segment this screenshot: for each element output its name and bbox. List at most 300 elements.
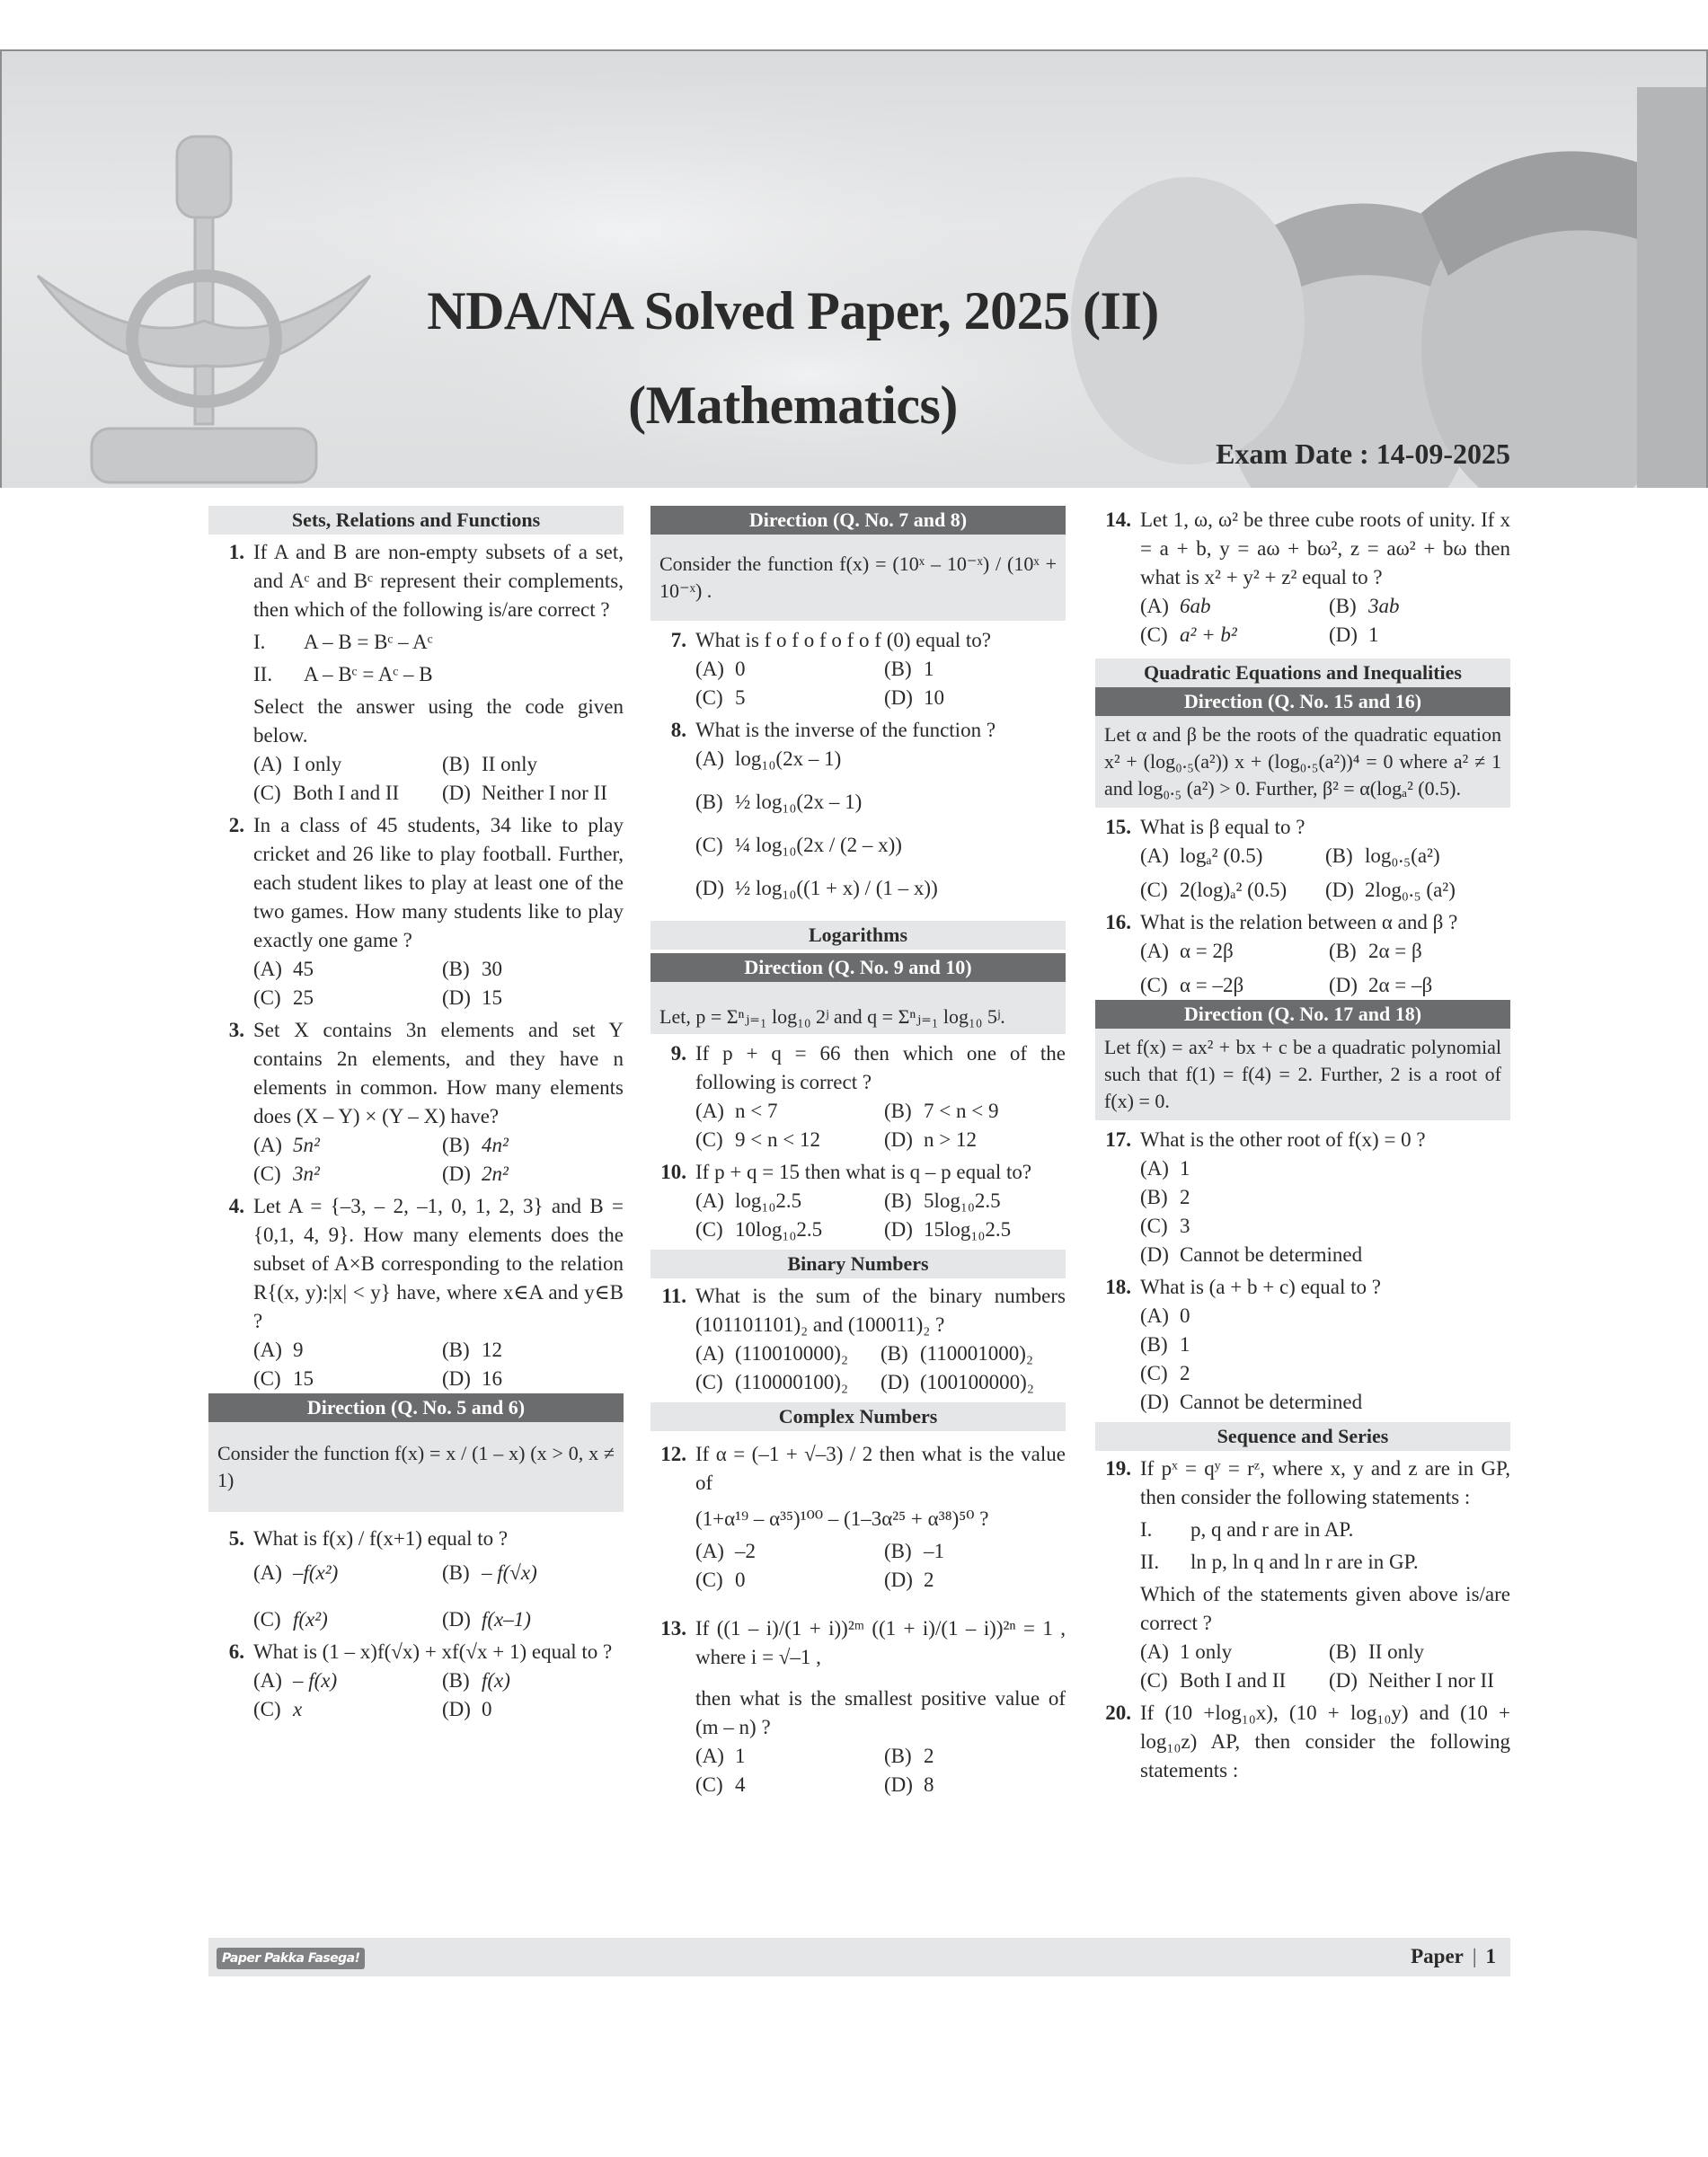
- options: [695, 1097, 1066, 1154]
- option-label: (C): [1140, 974, 1168, 996]
- option-text: 5: [735, 686, 746, 709]
- option-a[interactable]: [1140, 592, 1322, 621]
- option-label: (D): [884, 1569, 913, 1591]
- option-c[interactable]: [695, 1216, 877, 1244]
- question-number: 3.: [228, 1019, 244, 1041]
- option-text: II only: [1368, 1640, 1424, 1663]
- statement: [1140, 1516, 1510, 1544]
- instruction-text: Which of the statements given above is/are correct ?: [1140, 1583, 1510, 1634]
- question-text: What is the sum of the binary numbers (101101101)₂ and (100011)₂ ?: [695, 1285, 1066, 1336]
- option-label: (C): [695, 1128, 723, 1151]
- option-a[interactable]: [253, 1336, 435, 1365]
- direction-body-7-8: Consider the function f(x) = (10ˣ – 10⁻ˣ) / (10ˣ + 10⁻ˣ) .: [650, 535, 1066, 621]
- option-d[interactable]: [442, 779, 624, 808]
- option-b[interactable]: [442, 1336, 624, 1365]
- options: [253, 1559, 624, 1634]
- direction-heading-9-10: Direction (Q. No. 9 and 10): [650, 953, 1066, 982]
- option-a[interactable]: [1140, 1638, 1322, 1666]
- option-label: (B): [442, 1561, 470, 1584]
- question-15: [1095, 813, 1510, 905]
- option-text: (110001000)₂: [920, 1342, 1033, 1365]
- question-text: What is the other root of f(x) = 0 ?: [1140, 1128, 1426, 1151]
- option-label: (A): [695, 1189, 724, 1212]
- option-label: (D): [442, 1608, 471, 1631]
- option-label: (D): [1329, 623, 1358, 646]
- option-label: (B): [442, 958, 470, 980]
- question-number: 4.: [228, 1195, 244, 1217]
- question-11: [650, 1282, 1066, 1397]
- question-7: [650, 626, 1066, 712]
- option-label: (A): [695, 658, 724, 680]
- question-number: 2.: [228, 814, 244, 836]
- section-heading-sequence: Sequence and Series: [1095, 1422, 1510, 1451]
- option-label: (D): [442, 1367, 471, 1390]
- option-label: (A): [253, 753, 282, 775]
- option-label: (B): [1325, 844, 1353, 867]
- statement: [253, 660, 624, 689]
- option-d[interactable]: [442, 1160, 624, 1189]
- options: [253, 750, 624, 808]
- option-label: (D): [1329, 974, 1358, 996]
- question-number: 20.: [1105, 1702, 1131, 1724]
- option-label: (B): [442, 753, 470, 775]
- option-label: (D): [1140, 1391, 1169, 1413]
- question-number: 16.: [1105, 911, 1131, 933]
- question-6: [208, 1638, 624, 1724]
- question-text: If pˣ = qʸ = rᶻ, where x, y and z are in GP, then consider the following statements :: [1140, 1457, 1510, 1508]
- statement-text: A – B = Bᶜ – Aᶜ: [304, 631, 433, 653]
- options: [695, 1537, 1066, 1595]
- option-c[interactable]: [1140, 621, 1322, 650]
- option-text: 45: [293, 958, 314, 980]
- option-text: logₐ² (0.5): [1180, 844, 1263, 867]
- section-heading-complex: Complex Numbers: [650, 1402, 1066, 1431]
- question-14: [1095, 506, 1510, 650]
- option-c[interactable]: [695, 1566, 877, 1595]
- option-label: (D): [881, 1371, 909, 1393]
- option-c[interactable]: [253, 1605, 435, 1634]
- question-3: [208, 1016, 624, 1189]
- option-text: 4: [735, 1773, 746, 1796]
- option-text: 2(log)ₐ² (0.5): [1180, 879, 1288, 901]
- question-text-continued: then what is the smallest positive value of (m – n) ?: [695, 1687, 1066, 1738]
- option-label: (D): [884, 686, 913, 709]
- option-label: (B): [1140, 1333, 1168, 1356]
- option-label: (D): [884, 1128, 913, 1151]
- question-number: 19.: [1105, 1457, 1131, 1480]
- question-17: [1095, 1126, 1510, 1269]
- option-text: α = –2β: [1180, 974, 1244, 996]
- question-text: What is f(x) / f(x+1) equal to ?: [253, 1527, 509, 1550]
- question-12: [650, 1440, 1066, 1595]
- option-text: 0: [1180, 1304, 1190, 1327]
- option-d[interactable]: [442, 1695, 624, 1724]
- column-1: [208, 506, 624, 1724]
- option-text: 10: [924, 686, 944, 709]
- option-a[interactable]: [1140, 1154, 1510, 1183]
- option-label: (A): [695, 747, 724, 770]
- direction-heading-17-18: Direction (Q. No. 17 and 18): [1095, 1000, 1510, 1029]
- option-b[interactable]: [881, 1339, 1066, 1368]
- question-8: [650, 716, 1066, 903]
- options: [1140, 1302, 1510, 1417]
- option-b[interactable]: [1329, 937, 1510, 966]
- option-text: log₁₀2.5: [735, 1189, 802, 1212]
- option-d[interactable]: [442, 1605, 624, 1634]
- option-label: (A): [253, 1669, 282, 1692]
- option-text: 2: [1180, 1186, 1190, 1208]
- question-text: What is the relation between α and β ?: [1140, 911, 1458, 933]
- option-text: (110000100)₂: [735, 1371, 848, 1393]
- option-label: (B): [881, 1342, 908, 1365]
- question-number: 1.: [228, 541, 244, 563]
- option-b[interactable]: [1325, 842, 1510, 871]
- option-text: 15: [293, 1367, 314, 1390]
- option-label: (C): [695, 1371, 723, 1393]
- direction-heading-5-6: Direction (Q. No. 5 and 6): [208, 1393, 624, 1422]
- question-9: [650, 1039, 1066, 1154]
- option-text: 9 < n < 12: [735, 1128, 820, 1151]
- option-b[interactable]: [442, 1559, 624, 1587]
- option-label: (C): [253, 1162, 281, 1185]
- option-d[interactable]: [1329, 621, 1510, 650]
- statement-number: I.: [1140, 1518, 1153, 1541]
- option-label: (D): [442, 986, 471, 1009]
- option-text: 7 < n < 9: [924, 1100, 999, 1122]
- option-text: n > 12: [924, 1128, 977, 1151]
- option-d[interactable]: [1325, 876, 1510, 905]
- option-d[interactable]: [884, 1566, 1066, 1595]
- options: [253, 1336, 624, 1393]
- option-c[interactable]: [253, 984, 435, 1012]
- option-text: ¼ log₁₀(2x / (2 – x)): [735, 834, 902, 856]
- option-d[interactable]: [1329, 971, 1510, 1000]
- option-text: 3: [1180, 1215, 1190, 1237]
- option-label: (A): [253, 1339, 282, 1361]
- page-indicator: [1411, 1941, 1496, 1972]
- option-b[interactable]: [1329, 1638, 1510, 1666]
- question-19: [1095, 1454, 1510, 1695]
- option-c[interactable]: [253, 1365, 435, 1393]
- direction-body-15-16: Let α and β be the roots of the quadratic equation x² + (log₀.₅(a²)) x + (log₀.₅(a²))⁴ = 0 where a² ≠ 1 and log₀.₅ (a²) > 0. Further, β² = α(logₐ² (0.5).: [1095, 716, 1510, 808]
- question-text: What is β equal to ?: [1140, 816, 1305, 838]
- question-text: Set X contains 3n elements and set Y contains 2n elements, and they have n elements in common. How many elements does (X – Y) × (Y – X) have?: [253, 1019, 624, 1127]
- option-text: 0: [735, 1569, 746, 1591]
- option-label: (B): [1329, 940, 1357, 962]
- statement: [1140, 1548, 1510, 1577]
- options: [695, 655, 1066, 712]
- section-heading-sets: Sets, Relations and Functions: [208, 506, 624, 535]
- option-text: 9: [293, 1339, 304, 1361]
- page-label: Paper: [1411, 1945, 1464, 1967]
- question-number: 10.: [660, 1161, 686, 1183]
- question-number: 18.: [1105, 1276, 1131, 1298]
- question-text: What is f o f o f o f o f (0) equal to?: [695, 629, 991, 651]
- option-a[interactable]: [253, 955, 435, 984]
- option-label: (D): [442, 1698, 471, 1720]
- option-a[interactable]: [695, 1742, 877, 1771]
- question-number: 12.: [660, 1443, 686, 1465]
- option-a[interactable]: [695, 1187, 877, 1216]
- option-b[interactable]: [884, 1187, 1066, 1216]
- option-label: (A): [253, 1134, 282, 1156]
- option-label: (C): [1140, 1362, 1168, 1384]
- option-text: 2log₀.₅ (a²): [1365, 879, 1456, 901]
- option-d[interactable]: [1329, 1666, 1510, 1695]
- option-c[interactable]: [695, 831, 1066, 860]
- option-a[interactable]: [695, 1097, 877, 1126]
- section-heading-quadratic: Quadratic Equations and Inequalities: [1095, 659, 1510, 687]
- question-text: What is (a + b + c) equal to ?: [1140, 1276, 1381, 1298]
- option-label: (B): [442, 1134, 470, 1156]
- option-text: x: [293, 1698, 303, 1720]
- option-a[interactable]: [253, 1666, 435, 1695]
- direction-body-5-6: Consider the function f(x) = x / (1 – x) (x > 0, x ≠ 1): [208, 1422, 624, 1512]
- options: [253, 1131, 624, 1189]
- option-text: f(x–1): [482, 1608, 531, 1631]
- option-label: (C): [695, 686, 723, 709]
- option-a[interactable]: [253, 1559, 435, 1587]
- option-label: (B): [695, 791, 723, 813]
- option-text: – f(√x): [482, 1561, 537, 1584]
- option-b[interactable]: [442, 1131, 624, 1160]
- option-text: 3ab: [1368, 595, 1400, 617]
- option-label: (C): [253, 782, 281, 804]
- question-text: Let A = {–3, – 2, –1, 0, 1, 2, 3} and B = {0,1, 4, 9}. How many elements does the subset of A×B corresponding to the relation R{(x, y):|x| < y} have, where x∈A and y∈B ?: [253, 1195, 624, 1332]
- option-d[interactable]: [881, 1368, 1066, 1397]
- statement-text: p, q and r are in AP.: [1190, 1518, 1354, 1541]
- question-16: [1095, 908, 1510, 1000]
- paper-title: NDA/NA Solved Paper, 2025 (II): [427, 281, 1159, 340]
- option-c[interactable]: [695, 1126, 877, 1154]
- options: [1140, 1154, 1510, 1269]
- option-text: 2α = –β: [1368, 974, 1433, 996]
- option-text: 2n²: [482, 1162, 509, 1185]
- option-label: (C): [695, 1569, 723, 1591]
- question-number: 8.: [670, 719, 686, 741]
- option-text: 1: [1180, 1333, 1190, 1356]
- option-d[interactable]: [1140, 1241, 1510, 1269]
- exam-date: Exam Date : 14-09-2025: [1216, 438, 1510, 470]
- option-b[interactable]: [884, 1537, 1066, 1566]
- option-label: (C): [695, 1218, 723, 1241]
- option-a[interactable]: [1140, 842, 1325, 871]
- brand-logo: Paper Pakka Fasega!: [217, 1948, 365, 1969]
- option-label: (D): [442, 1162, 471, 1185]
- section-heading-binary: Binary Numbers: [650, 1250, 1066, 1278]
- option-c[interactable]: [695, 1368, 881, 1397]
- option-label: (A): [1140, 1304, 1169, 1327]
- options: [695, 1187, 1066, 1244]
- option-text: log₀.₅(a²): [1365, 844, 1440, 867]
- option-label: (A): [695, 1745, 724, 1767]
- option-label: (B): [1140, 1186, 1168, 1208]
- option-b[interactable]: [1140, 1183, 1510, 1212]
- option-c[interactable]: [1140, 876, 1325, 905]
- option-label: (D): [1329, 1669, 1358, 1692]
- option-b[interactable]: [442, 750, 624, 779]
- statement-number: II.: [1140, 1551, 1160, 1573]
- direction-heading-7-8: Direction (Q. No. 7 and 8): [650, 506, 1066, 535]
- option-d[interactable]: [442, 984, 624, 1012]
- option-label: (A): [695, 1540, 724, 1562]
- option-a[interactable]: [1140, 937, 1322, 966]
- option-text: 30: [482, 958, 502, 980]
- option-label: (C): [253, 986, 281, 1009]
- option-text: Both I and II: [1180, 1669, 1287, 1692]
- option-label: (B): [442, 1339, 470, 1361]
- option-b[interactable]: [884, 1097, 1066, 1126]
- option-b[interactable]: [442, 1666, 624, 1695]
- paper-subject: (Mathematics): [628, 376, 958, 435]
- option-d[interactable]: [1140, 1388, 1510, 1417]
- option-c[interactable]: [253, 1695, 435, 1724]
- option-label: (D): [1325, 879, 1354, 901]
- option-text: f(x): [482, 1669, 510, 1692]
- option-b[interactable]: [442, 955, 624, 984]
- question-1: [208, 538, 624, 808]
- option-c[interactable]: [695, 1771, 877, 1799]
- option-a[interactable]: [253, 1131, 435, 1160]
- option-label: (B): [442, 1669, 470, 1692]
- option-text: α = 2β: [1180, 940, 1234, 962]
- options: [1140, 937, 1510, 1000]
- option-label: (B): [1329, 595, 1357, 617]
- question-number: 7.: [670, 629, 686, 651]
- question-number: 6.: [228, 1640, 244, 1663]
- question-number: 11.: [661, 1285, 686, 1307]
- option-a[interactable]: [695, 1339, 881, 1368]
- statement: [253, 628, 624, 657]
- option-b[interactable]: [884, 1742, 1066, 1771]
- option-text: 1: [735, 1745, 746, 1767]
- question-text: If A and B are non-empty subsets of a set, and Aᶜ and Bᶜ represent their complements, then which of the following is/are correct ?: [253, 541, 624, 621]
- option-text: 2: [924, 1569, 934, 1591]
- question-number: 17.: [1105, 1128, 1131, 1151]
- option-text: 5n²: [293, 1134, 320, 1156]
- question-expression: (1+α¹⁹ – α³⁵)¹⁰⁰ – (1–3α²⁵ + α³⁸)⁵⁰ ?: [695, 1507, 989, 1530]
- option-c[interactable]: [1140, 971, 1322, 1000]
- option-label: (A): [695, 1100, 724, 1122]
- section-heading-logarithms: Logarithms: [650, 921, 1066, 950]
- option-c[interactable]: [1140, 1359, 1510, 1388]
- question-2: [208, 811, 624, 1012]
- question-number: 13.: [660, 1617, 686, 1640]
- option-c[interactable]: [253, 779, 435, 808]
- option-d[interactable]: [695, 874, 1066, 903]
- option-label: (A): [1140, 844, 1169, 867]
- option-c[interactable]: [253, 1160, 435, 1189]
- option-d[interactable]: [884, 1771, 1066, 1799]
- option-a[interactable]: [695, 745, 1066, 774]
- statement-text: ln p, ln q and ln r are in GP.: [1190, 1551, 1419, 1573]
- option-a[interactable]: [253, 750, 435, 779]
- option-b[interactable]: [1329, 592, 1510, 621]
- option-text: a² + b²: [1180, 623, 1237, 646]
- option-text: ½ log₁₀(2x – 1): [735, 791, 863, 813]
- options: [1140, 592, 1510, 650]
- question-number: 14.: [1105, 508, 1131, 531]
- question-text: What is the inverse of the function ?: [695, 719, 996, 741]
- option-label: (B): [884, 1540, 912, 1562]
- option-a[interactable]: [1140, 1302, 1510, 1330]
- option-text: –1: [924, 1540, 944, 1562]
- option-label: (D): [695, 877, 724, 899]
- question-number: 15.: [1105, 816, 1131, 838]
- option-d[interactable]: [884, 1126, 1066, 1154]
- options: [695, 1339, 1066, 1397]
- option-text: Neither I nor II: [482, 782, 607, 804]
- option-text: 1: [1368, 623, 1379, 646]
- option-label: (C): [253, 1608, 281, 1631]
- page-number: 1: [1485, 1945, 1496, 1967]
- option-c[interactable]: [695, 684, 877, 712]
- option-c[interactable]: [1140, 1666, 1322, 1695]
- option-text: 8: [924, 1773, 934, 1796]
- option-d[interactable]: [884, 1216, 1066, 1244]
- direction-body-17-18: Let f(x) = ax² + bx + c be a quadratic polynomial such that f(1) = f(4) = 2. Further, 2 is a root of f(x) = 0.: [1095, 1029, 1510, 1120]
- page-footer: [208, 1938, 1510, 1976]
- option-d[interactable]: [442, 1365, 624, 1393]
- option-a[interactable]: [695, 1537, 877, 1566]
- option-c[interactable]: [1140, 1212, 1510, 1241]
- question-number: 9.: [670, 1042, 686, 1065]
- option-text: n < 7: [735, 1100, 778, 1122]
- option-b[interactable]: [695, 788, 1066, 817]
- question-4: [208, 1192, 624, 1393]
- option-label: (B): [884, 1189, 912, 1212]
- option-label: (A): [253, 958, 282, 980]
- question-13: [650, 1614, 1066, 1799]
- options: [253, 1666, 624, 1724]
- option-label: (C): [1140, 1215, 1168, 1237]
- option-b[interactable]: [884, 655, 1066, 684]
- option-label: (C): [1140, 1669, 1168, 1692]
- option-text: 10log₁₀2.5: [735, 1218, 823, 1241]
- option-label: (A): [253, 1561, 282, 1584]
- option-text: –2: [735, 1540, 756, 1562]
- option-text: II only: [482, 753, 537, 775]
- option-text: 25: [293, 986, 314, 1009]
- option-text: 5log₁₀2.5: [924, 1189, 1001, 1212]
- question-text: Let 1, ω, ω² be three cube roots of unity. If x = a + b, y = aω + bω², z = aω² + bω then what is x² + y² + z² equal to ?: [1140, 508, 1510, 588]
- option-text: 3n²: [293, 1162, 320, 1185]
- option-label: (B): [884, 1100, 912, 1122]
- option-text: Cannot be determined: [1180, 1391, 1363, 1413]
- option-label: (D): [884, 1218, 913, 1241]
- option-text: 2: [1180, 1362, 1190, 1384]
- statement-text: A – Bᶜ = Aᶜ – B: [304, 663, 433, 685]
- option-text: log₁₀(2x – 1): [735, 747, 842, 770]
- option-text: Cannot be determined: [1180, 1243, 1363, 1266]
- option-label: (C): [253, 1367, 281, 1390]
- option-text: (110010000)₂: [735, 1342, 848, 1365]
- option-a[interactable]: [695, 655, 877, 684]
- option-b[interactable]: [1140, 1330, 1510, 1359]
- instruction-text: Select the answer using the code given below.: [253, 695, 624, 747]
- option-text: 4n²: [482, 1134, 509, 1156]
- option-label: (D): [442, 782, 471, 804]
- option-label: (C): [695, 834, 723, 856]
- options: [253, 955, 624, 1012]
- option-label: (D): [884, 1773, 913, 1796]
- statement-number: I.: [253, 631, 266, 653]
- statement-number: II.: [253, 663, 273, 685]
- option-text: 2: [924, 1745, 934, 1767]
- option-d[interactable]: [884, 684, 1066, 712]
- question-20: [1095, 1699, 1510, 1785]
- question-number: 5.: [228, 1527, 244, 1550]
